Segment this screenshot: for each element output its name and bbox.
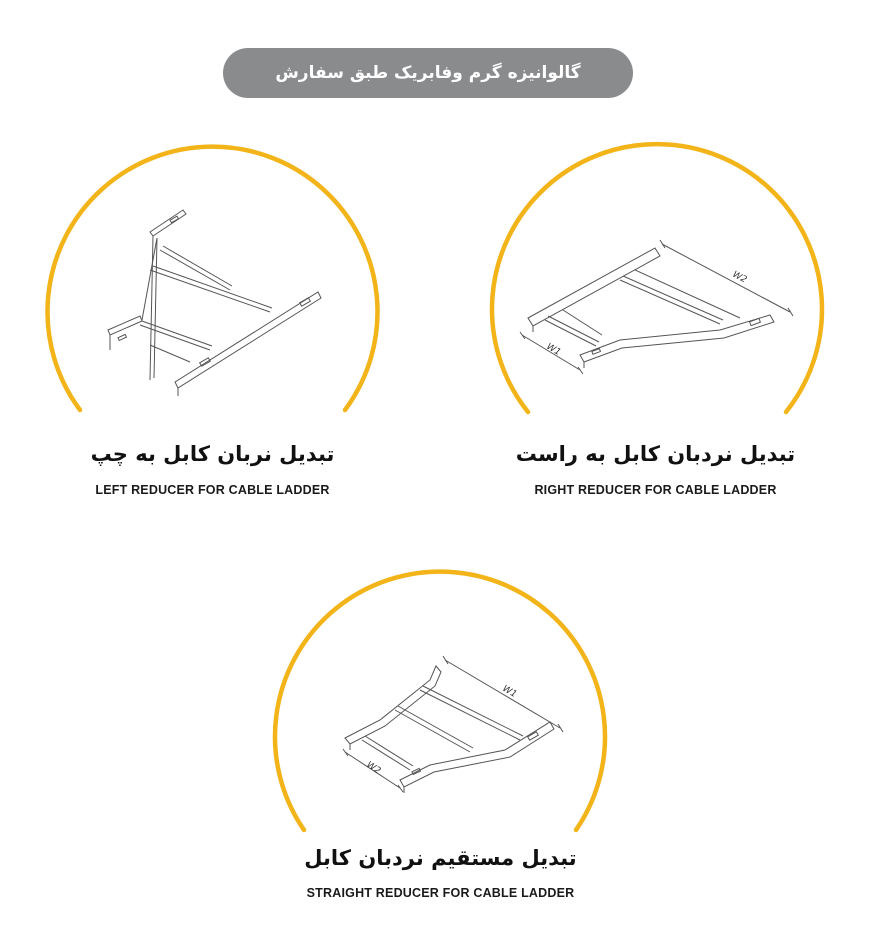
left-reducer-title-fa: تبدیل نربان کابل به چپ	[90, 442, 335, 466]
right-dim-w2: W2	[730, 269, 749, 286]
straight-reducer-title-fa: تبدیل مستقیم نردبان کابل	[304, 846, 577, 870]
straight-dim-w1: W1	[500, 683, 519, 700]
header-label: گالوانیزه گرم وفابریک طبق سفارش	[275, 63, 581, 83]
straight-reducer-title-en: STRAIGHT REDUCER FOR CABLE LADDER	[306, 886, 575, 900]
right-reducer-title-en: RIGHT REDUCER FOR CABLE LADDER	[534, 483, 777, 497]
straight-dim-w2: W2	[364, 760, 383, 777]
right-reducer-title-fa: تبدیل نردبان کابل به راست	[515, 442, 796, 466]
left-reducer-title-en: LEFT REDUCER FOR CABLE LADDER	[95, 483, 330, 497]
right-dim-w1: W1	[544, 341, 563, 358]
